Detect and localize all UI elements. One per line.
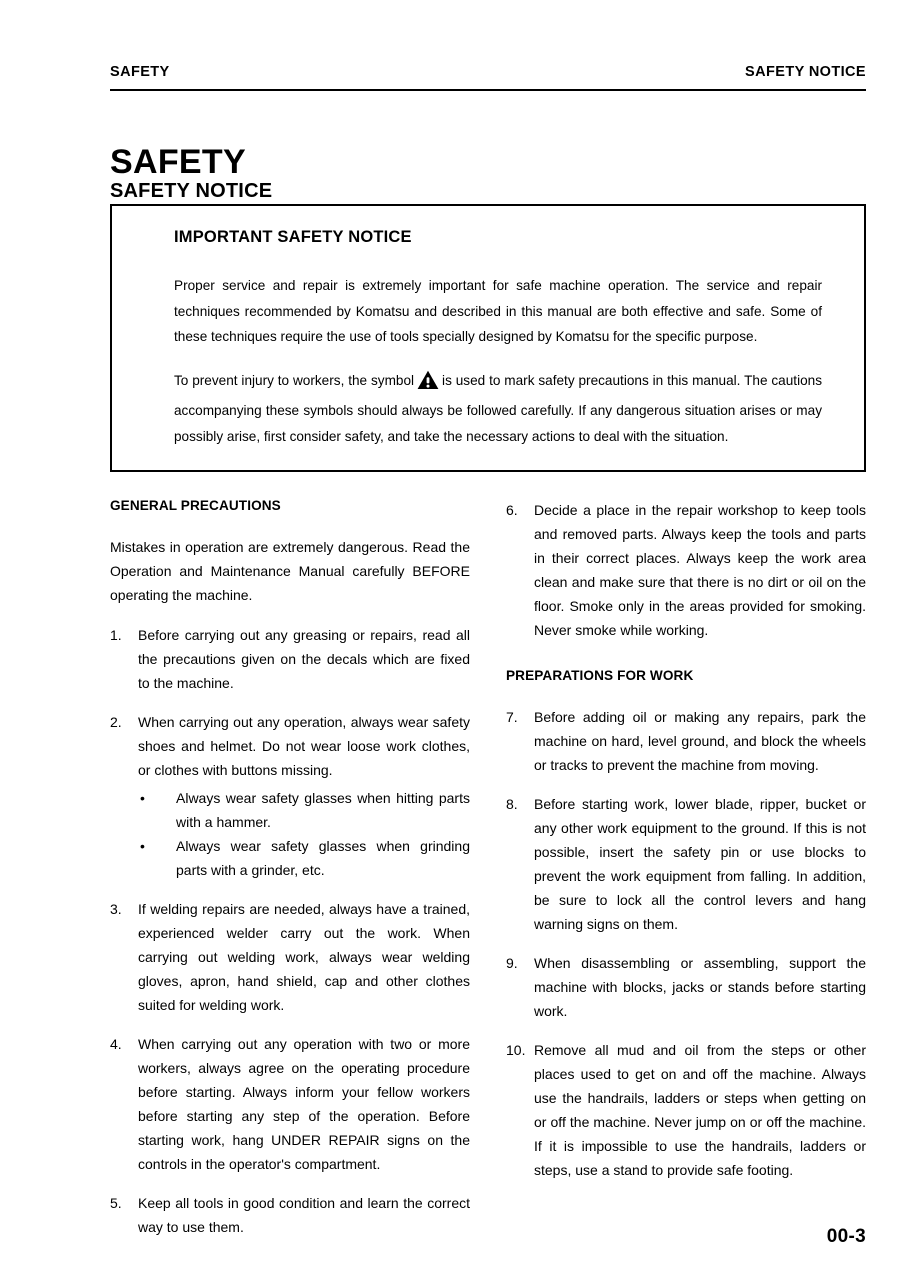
list-item [110,710,470,882]
list-item [506,498,866,642]
header-rule [110,89,866,91]
notice-box-content [112,206,864,449]
page-number: 00-3 [826,1226,866,1247]
running-header [110,64,866,80]
general-precautions-lead: Mistakes in operation are extremely dangerous. Read the Operation and Maintenance Manual carefully BEFORE operating the machine. [110,539,470,603]
list-item-number: 5. [110,1195,122,1211]
list-item-text: Decide a place in the repair workshop to keep tools and removed parts. Always keep the tools and parts in their correct places. Always keep the work area clean and make sure that there is no dirt or oil on the floor. Smoke only in the areas provided for smoking. Never smoke while working. [534,502,866,638]
bullet-dot-icon: • [140,790,145,806]
list-item [110,1191,470,1239]
list-item-text: If welding repairs are needed, always have a trained, experienced welder carry out the work. When carrying out welding work, always wear welding gloves, apron, hand shield, cap and other clothes suited for welding work. [138,901,470,1013]
list-item-number: 9. [506,955,518,971]
list-item [506,1038,866,1182]
preparations-for-work-heading: PREPARATIONS FOR WORK [506,668,694,683]
list-item [506,951,866,1023]
list-item-text: Before carrying out any greasing or repairs, read all the precautions given on the decals which are fixed to the machine. [138,627,470,691]
notice-paragraph-2 [174,368,834,450]
bullet-item [138,834,470,882]
list-item-number: 3. [110,901,122,917]
list-item-number: 8. [506,796,518,812]
list-item [506,705,866,777]
warning-triangle-icon [417,370,439,399]
important-safety-notice-box [110,204,866,472]
page-title: SAFETY [110,142,246,181]
list-item [506,792,866,936]
list-item-number: 6. [506,502,518,518]
list-item [110,897,470,1017]
list-item-number: 10. [506,1042,526,1058]
notice-paragraph-2-lead: To prevent injury to workers, the symbol [174,372,415,388]
bullet-item-text: Always wear safety glasses when hitting parts with a hammer. [176,790,470,830]
right-column [506,498,866,1182]
notice-heading: IMPORTANT SAFETY NOTICE [174,228,412,246]
list-item [110,623,470,695]
list-item-number: 1. [110,627,122,643]
list-item-text: When carrying out any operation, always wear safety shoes and helmet. Do not wear loose work clothes, or clothes with buttons missing. [138,714,470,778]
running-header-right: SAFETY NOTICE [745,64,866,80]
list-item-text: Before starting work, lower blade, ripper, bucket or any other work equipment to the ground. If this is not possible, insert the safety pin or use blocks to prevent the work equipment from falling. In addition, be sure to lock all the control levers and hang warning signs on them. [534,796,866,932]
preparations-for-work-list [506,705,866,1182]
list-item-bullets [138,786,470,882]
notice-paragraph-1: Proper service and repair is extremely important for safe machine operation. The service and repair techniques recommended by Komatsu and described in this manual are both effective and safe. Some of these techniques require the use of tools specially designed by Komatsu for the specific purpose. [174,278,822,344]
list-item-number: 7. [506,709,518,725]
running-header-left: SAFETY [110,64,170,80]
general-precautions-list-continued [506,498,866,642]
notice-paragraph-2-tail: is used to mark safety precautions in this manual. The cautions accompanying these symbols should always be followed carefully. If any dangerous situation arises or may possibly arise, first consider safety, and take the necessary actions to deal with the situation. [174,372,823,444]
bullet-dot-icon: • [140,838,145,854]
list-item [110,1032,470,1176]
general-precautions-list [110,623,470,1239]
bullet-item-text: Always wear safety glasses when grinding parts with a grinder, etc. [176,838,470,878]
list-item-text: Before adding oil or making any repairs, park the machine on hard, level ground, and block the wheels or tracks to prevent the machine from moving. [534,709,866,773]
list-item-text: When disassembling or assembling, support the machine with blocks, jacks or stands before starting work. [534,955,866,1019]
list-item-text: Keep all tools in good condition and learn the correct way to use them. [138,1195,470,1235]
page-subtitle: SAFETY NOTICE [110,179,273,202]
general-precautions-heading: GENERAL PRECAUTIONS [110,498,281,513]
bullet-item [138,786,470,834]
left-column [110,498,470,1239]
list-item-number: 4. [110,1036,122,1052]
list-item-number: 2. [110,714,122,730]
list-item-text: Remove all mud and oil from the steps or other places used to get on and off the machine. Always use the handrails, ladders or steps when getting on or off the machine. Never jump on or off the machine. If it is impossible to use the handrails, ladders or steps, use a stand to provide safe footing. [534,1042,866,1178]
list-item-text: When carrying out any operation with two or more workers, always agree on the operating procedure before starting. Always inform your fellow workers before starting any step of the operation. Before starting work, hang UNDER REPAIR signs on the controls in the operator's compartment. [138,1036,470,1172]
